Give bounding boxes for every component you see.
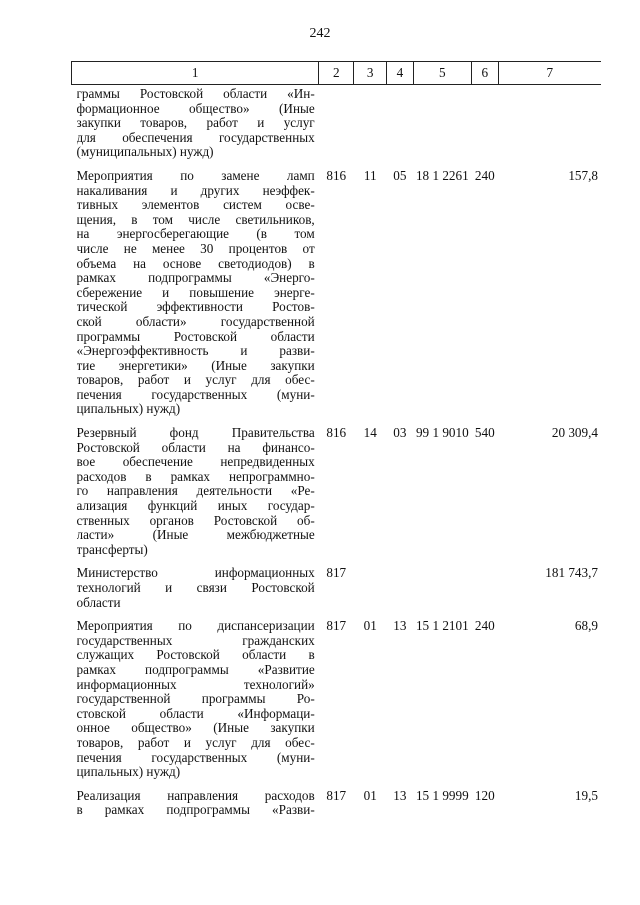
expense-type-code: [472, 85, 499, 167]
description-line: сбережение и повышение энерге-: [76, 285, 315, 300]
section-code: [354, 564, 387, 617]
amount: 68,9: [574, 618, 598, 634]
description-line: «Энергоэффективность и разви-: [76, 344, 315, 359]
subsection-code: [387, 564, 414, 617]
target-article-code: 18 1 2261: [415, 167, 469, 183]
description-line: рамках подпрограммы «Развитие: [76, 662, 315, 677]
expense-type-code: 120: [474, 787, 495, 803]
description-line: объема на основе светодиодов) в: [76, 256, 315, 271]
subsection-code: [387, 85, 414, 167]
description-line: на энергосберегающие (в том: [76, 227, 315, 242]
column-header-1: 1: [72, 62, 319, 85]
description-line: граммы Ростовской области «Ин-: [76, 87, 315, 101]
description-line: государственных гражданских: [76, 633, 315, 648]
column-header-7: 7: [498, 62, 601, 85]
description-line: тивных элементов систем осве-: [76, 198, 315, 213]
expense-type-code: [472, 564, 499, 617]
target-article-code: [413, 85, 471, 167]
subsection-code: 13: [393, 787, 407, 803]
amount: 157,8: [568, 167, 598, 183]
description-line: товаров, работ и услуг для обес-: [76, 373, 315, 388]
column-number-header: [72, 62, 602, 85]
amount: 20 309,4: [551, 425, 598, 441]
description-line: ципальных) нужд): [76, 402, 181, 417]
description-line: закупки товаров, работ и услуг: [76, 116, 315, 131]
description-line: расходов в рамках непрограммно-: [76, 469, 315, 484]
description-line: щения, в том числе светильников,: [76, 212, 315, 227]
table-row: [72, 167, 602, 424]
description-line: стовской области «Информаци-: [76, 706, 315, 721]
description-line: печения государственных (муни-: [76, 387, 315, 402]
description-line: области: [76, 595, 121, 610]
ministry-code: [319, 85, 354, 167]
section-code: 11: [363, 167, 377, 183]
subsection-code: 05: [393, 167, 407, 183]
expense-type-code: 240: [474, 167, 495, 183]
table-row: [72, 617, 602, 787]
column-header-6: 6: [472, 62, 499, 85]
description-line: формационное общество» (Иные: [76, 101, 315, 116]
target-article-code: 15 1 2101: [415, 618, 469, 634]
description-line: товаров, работ и услуг для обес-: [76, 735, 315, 750]
description-line: программы Ростовской области: [76, 329, 315, 344]
subsection-code: 13: [393, 618, 407, 634]
description-line: ственных органов Ростовской об-: [76, 513, 315, 528]
budget-table: [71, 61, 601, 825]
description-line: вое обеспечение непредвиденных: [76, 455, 315, 470]
description-line: Резервный фонд Правительства: [76, 426, 315, 441]
target-article-code: [413, 564, 471, 617]
description-line: Ростовской области на финансо-: [76, 440, 315, 455]
description-line: Мероприятия по замене ламп: [76, 168, 315, 183]
description-line: ципальных) нужд): [76, 765, 181, 780]
description-line: в рамках подпрограммы «Разви-: [76, 803, 315, 818]
ministry-code: 816: [326, 425, 347, 441]
table-row: [72, 564, 602, 617]
amount: 19,5: [574, 787, 598, 803]
description-line: онное общество» (Иные закупки: [76, 721, 315, 736]
page-number: 242: [309, 26, 331, 41]
table-row: [72, 85, 602, 167]
description-line: ализация функций иных государ-: [76, 499, 315, 514]
section-code: 14: [363, 425, 377, 441]
description-line: тической эффективности Ростов-: [76, 300, 315, 315]
expense-description: [72, 85, 319, 167]
table-row: [72, 424, 602, 564]
description-line: печения государственных (муни-: [76, 750, 315, 765]
description-line: числе не менее 30 процентов от: [76, 241, 315, 256]
expense-description: [72, 167, 319, 424]
expense-description: [72, 564, 319, 617]
expense-description: [72, 617, 319, 787]
expense-type-code: 540: [474, 425, 495, 441]
column-header-5: 5: [413, 62, 471, 85]
description-line: Мероприятия по диспансеризации: [76, 619, 315, 634]
target-article-code: 15 1 9999: [415, 787, 469, 803]
description-line: ласти» (Иные межбюджетные: [76, 528, 315, 543]
description-line: для обеспечения государственных: [76, 130, 315, 145]
description-line: рамках подпрограммы «Энерго-: [76, 271, 315, 286]
expense-type-code: 240: [474, 618, 495, 634]
column-header-4: 4: [387, 62, 414, 85]
description-line: тие энергетики» (Иные закупки: [76, 358, 315, 373]
table-row: [72, 787, 602, 825]
description-line: накаливания и других неэффек-: [76, 183, 315, 198]
description-line: трансферты): [76, 542, 148, 557]
section-code: 01: [363, 618, 377, 634]
description-line: Министерство информационных: [76, 566, 315, 581]
description-line: государственной программы Ро-: [76, 692, 315, 707]
description-line: Реализация направления расходов: [76, 788, 315, 803]
description-line: информационных технологий»: [76, 677, 315, 692]
ministry-code: 817: [326, 618, 347, 634]
ministry-code: 817: [326, 787, 347, 803]
ministry-code: 817: [326, 565, 347, 581]
description-line: служащих Ростовской области в: [76, 648, 315, 663]
amount: 181 743,7: [545, 565, 598, 581]
description-line: го направления деятельности «Ре-: [76, 484, 315, 499]
target-article-code: 99 1 9010: [415, 425, 469, 441]
ministry-code: 816: [326, 167, 347, 183]
column-header-2: 2: [319, 62, 354, 85]
column-header-3: 3: [354, 62, 387, 85]
expense-description: [72, 424, 319, 564]
description-line: (муниципальных) нужд): [76, 145, 214, 160]
amount: [498, 85, 601, 167]
description-line: технологий и связи Ростовской: [76, 581, 315, 595]
subsection-code: 03: [393, 425, 407, 441]
expense-description: [72, 787, 319, 825]
description-line: ской области» государственной: [76, 314, 315, 329]
section-code: [354, 85, 387, 167]
section-code: 01: [363, 787, 377, 803]
